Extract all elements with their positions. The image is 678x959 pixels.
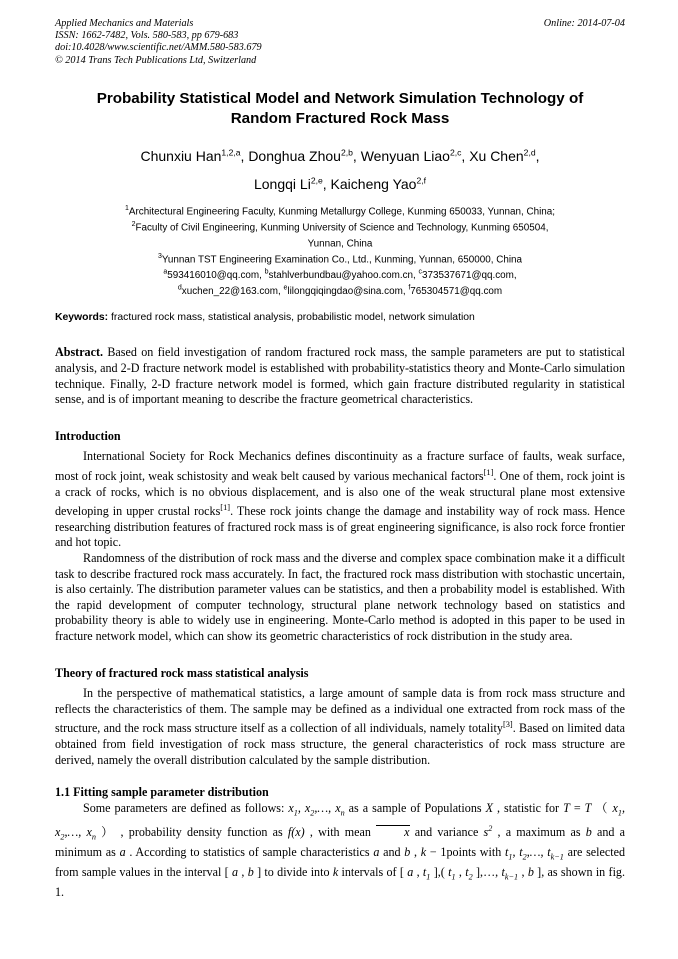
math-minus-one: − 1 [426, 844, 447, 859]
math-statistic-T: T [563, 800, 570, 815]
email-separator: , [259, 269, 265, 281]
citation-ref: [3] [502, 720, 513, 730]
email-address: 765304571@qq.com [410, 285, 503, 297]
author-name: Donghua Zhou [248, 148, 341, 165]
math-point-t1: $t_1$ [422, 864, 431, 882]
math-k: k [420, 844, 427, 859]
affiliation-text: Yunnan TST Engineering Examination Co., Ltd., Kunming, Yunnan, 650000, China [161, 254, 523, 266]
subsection-1-1-paragraph [55, 801, 625, 901]
math-max-b: b [247, 864, 254, 879]
abstract-text: Based on field investigation of random fractured rock mass, the sample parameters are put to statistical analysis, and 2-D fracture network model is established with probability-statistics theory and Monte-Carlo simulation technique. Finally, 2-D fracture network model is formed, which gain fracture distributed regularity in statistical sense, and is of important meaning to describe the fracture geometrical characteristics. [55, 345, 625, 407]
affiliation [55, 203, 625, 219]
math-point-t1: $t_1$ [448, 864, 456, 882]
title-line-2: Random Fractured Rock Mass [230, 109, 450, 127]
journal-name: Applied Mechanics and Materials [55, 18, 194, 29]
affiliation [55, 235, 625, 251]
abstract-label: Abstract. [55, 345, 104, 360]
author-name: Xu Chen [469, 148, 524, 165]
paragraph-text: ] to divide into [253, 864, 333, 879]
math-max-b: b [404, 844, 411, 859]
author-affil-marks: 2,c [449, 147, 462, 158]
author [331, 176, 426, 192]
email-mark: f [408, 284, 411, 292]
author-list [55, 141, 625, 196]
abstract [55, 345, 625, 407]
paragraph-text: and variance [409, 824, 484, 839]
paragraph-text: （ [591, 800, 613, 815]
math-sample-vars-2: $x_1$, $x_2,\dots$, $x_n$ [55, 800, 625, 842]
email-mark: d [177, 284, 182, 292]
paragraph-text: , [413, 864, 423, 879]
author-name: Chunxiu Han [140, 148, 222, 165]
keywords-label: Keywords: [55, 312, 109, 324]
section-heading-1-1: 1.1 Fitting sample parameter distribution [55, 785, 269, 800]
online-date: Online: 2014-07-04 [543, 18, 625, 29]
author-separator: , [461, 148, 470, 165]
journal-issn: ISSN: 1662-7482, Vols. 580-583, pp 679-683 [55, 30, 239, 42]
math-point-tk: $t_{k-1}$ [501, 864, 519, 882]
author [361, 148, 470, 164]
keywords-text: fractured rock mass, statistical analysis, probabilistic model, network simulation [108, 312, 475, 324]
page-title [55, 89, 625, 129]
author-name: Wenyuan Liao [360, 148, 450, 165]
email-separator: , [513, 269, 517, 281]
paragraph-text: . These rock joints change the damage and instability way of rock mass. Hence researching distribution features of fractured rock mass is of great engineering significance, is also rock force frontier and hot topic. [55, 504, 625, 550]
author [469, 148, 539, 164]
introduction-paragraph-1 [55, 449, 625, 551]
paragraph-text: intervals of [ [338, 864, 408, 879]
citation-ref: [1] [220, 503, 231, 513]
citation-ref: [1] [483, 468, 494, 478]
paragraph-text: ],…, [472, 864, 502, 879]
math-min-a: a [232, 864, 239, 879]
email-entry [408, 286, 502, 297]
math-point-t2: $t_2$ [465, 864, 473, 882]
email-entry [265, 270, 419, 281]
paragraph-text: points with [446, 844, 505, 859]
affiliation-text: Faculty of Civil Engineering, Kunming University of Science and Technology, Kunming 650504, [135, 222, 549, 234]
email-entry [163, 270, 264, 281]
journal-header [55, 18, 625, 67]
math-min-a: a [373, 844, 380, 859]
paragraph-text: , statistic for [492, 800, 564, 815]
journal-doi: doi:10.4028/www.scientific.net/AMM.580-583.679 [55, 42, 262, 54]
paragraph-text: , [455, 864, 466, 879]
paragraph-text: ） , probability density function as [95, 824, 288, 839]
author-affil-marks: 2,f [416, 175, 426, 186]
journal-copyright: © 2014 Trans Tech Publications Ltd, Switzerland [55, 54, 257, 66]
email-mark: c [418, 268, 423, 276]
author [254, 176, 331, 192]
paragraph-text: as a sample of Populations [344, 800, 486, 815]
math-population-X: X [485, 800, 493, 815]
keywords [55, 311, 625, 325]
math-max-b: b [527, 864, 534, 879]
affiliation-text: Architectural Engineering Faculty, Kunming Metallurgy College, Kunming 650033, Yunnan, China; [128, 206, 556, 218]
author [248, 148, 360, 164]
paragraph-text: , a maximum as [492, 824, 586, 839]
email-entry [283, 284, 411, 297]
email-separator: , [402, 285, 409, 297]
author-affil-marks: 1,2,a [221, 147, 241, 158]
paragraph-text: , with mean [304, 824, 377, 839]
author-line-2 [55, 168, 625, 196]
math-variance: $s^2$ [483, 823, 493, 839]
author-separator: , [535, 148, 540, 165]
paragraph-text: are selected from sample values in the interval [ [55, 844, 626, 879]
paragraph-text: . According to statistics of sample characteristics [125, 844, 374, 859]
math-sample-vars: $x_1$, $x_2,\dots$, $x_n$ [288, 800, 345, 818]
author-separator: , [352, 148, 361, 165]
paragraph-text: , [410, 844, 421, 859]
math-min-a: a [119, 844, 126, 859]
email-entry [419, 270, 517, 281]
page-content [55, 18, 625, 900]
math-statistic-T2: T [584, 800, 592, 815]
math-max-b: b [585, 824, 592, 839]
author-affil-marks: 2,d [523, 147, 536, 158]
email-line-2 [55, 283, 625, 299]
section-heading-theory: Theory of fractured rock mass statistical analysis [55, 665, 309, 680]
email-address: 593416010@qq.com [167, 269, 260, 281]
author-affil-marks: 2,e [310, 175, 323, 186]
affiliation-list [55, 203, 625, 267]
affiliation [55, 251, 625, 267]
theory-paragraph-1 [55, 686, 625, 768]
email-address: stahlverbundbau@yahoo.com.cn [268, 269, 414, 281]
author [140, 148, 248, 164]
paragraph-text: . One of them, rock joint is a crack of rocks, which is no obvious displacement, and is also one of the weak structural plane most extensive developing in upper crustal rocks [55, 469, 625, 519]
affiliation-mark: 1 [124, 205, 129, 213]
affiliation [55, 219, 625, 235]
affiliation-mark: 2 [131, 221, 136, 229]
paragraph-text: and [379, 844, 405, 859]
email-entry [178, 286, 284, 297]
math-points-t: $t_1$, $t_2,\dots$, $t_{k-1}$ [505, 844, 564, 862]
paragraph-text: ],( [430, 864, 449, 879]
math-k: k [332, 864, 339, 879]
email-list [55, 267, 625, 299]
introduction-paragraph-2: Randomness of the distribution of rock mass and the diverse and complex space combination make it a difficult task to describe fractured rock mass accurately. In fact, the fractured rock mass distribution with stochastic uncertain, is also certainly. The distribution parameter values can be statistics, and then a probability model is established. With the rapid development of computer technology, structural plane network technology based on statistics and probability theory is able to widely use in engineering. Monte-Carlo method is adopted in this paper to be used in fracture network model, which can show its geometric characteristics of rock distribution in the study area. [55, 551, 625, 644]
section-heading-introduction: Introduction [55, 428, 121, 443]
paragraph-text: In the perspective of mathematical statistics, a large amount of sample data is from rock mass structure and reflects the characteristics of them. The sample may be defined as a individual one extracted from rock mass of the structure, and the rock mass structure itself as a collection of all individuals, namely totality [55, 686, 625, 736]
email-address: 373537671@qq.com [422, 269, 514, 281]
math-mean-xbar: x [376, 825, 409, 838]
paragraph-text: . Based on limited data obtained from field investigation of rock mass structure, the general characteristics of rock mass structure are derived, namely the overall distribution calculated by the sample distribution. [55, 721, 625, 767]
title-line-1: Probability Statistical Model and Network Simulation Technology of [96, 89, 584, 107]
email-mark: a [163, 268, 168, 276]
email-separator: , [413, 269, 419, 281]
email-address: xuchen_22@163.com [181, 285, 278, 297]
author-name: Kaicheng Yao [330, 176, 417, 193]
math-equals: = [569, 800, 585, 815]
email-address: lilongqiqingdao@sina.com [287, 285, 403, 297]
paragraph-text: , [518, 864, 528, 879]
paragraph-text: Some parameters are defined as follows: [83, 800, 289, 815]
author-separator: , [240, 148, 249, 165]
author-affil-marks: 2,b [340, 147, 353, 158]
author-name: Longqi Li [253, 176, 311, 193]
email-mark: e [283, 284, 288, 292]
email-line-1 [55, 267, 625, 283]
author-line-1 [55, 141, 625, 169]
paragraph-text: ], as shown in fig. 1. [55, 864, 626, 899]
email-mark: b [264, 268, 269, 276]
affiliation-text: Yunnan, China [307, 238, 373, 250]
paragraph-text: , [238, 864, 248, 879]
paragraph-text: and a minimum as [55, 824, 625, 859]
affiliation-mark: 3 [157, 252, 162, 260]
email-separator: , [277, 285, 284, 297]
math-min-a: a [407, 864, 414, 879]
math-density-function: f(x) [287, 824, 305, 839]
author-separator: , [322, 176, 331, 193]
paragraph-text: International Society for Rock Mechanics defines discontinuity as a fracture surface of faults, weak surface, most of rock joint, weak schistosity and weak belt caused by various mechanical factors [55, 449, 625, 484]
